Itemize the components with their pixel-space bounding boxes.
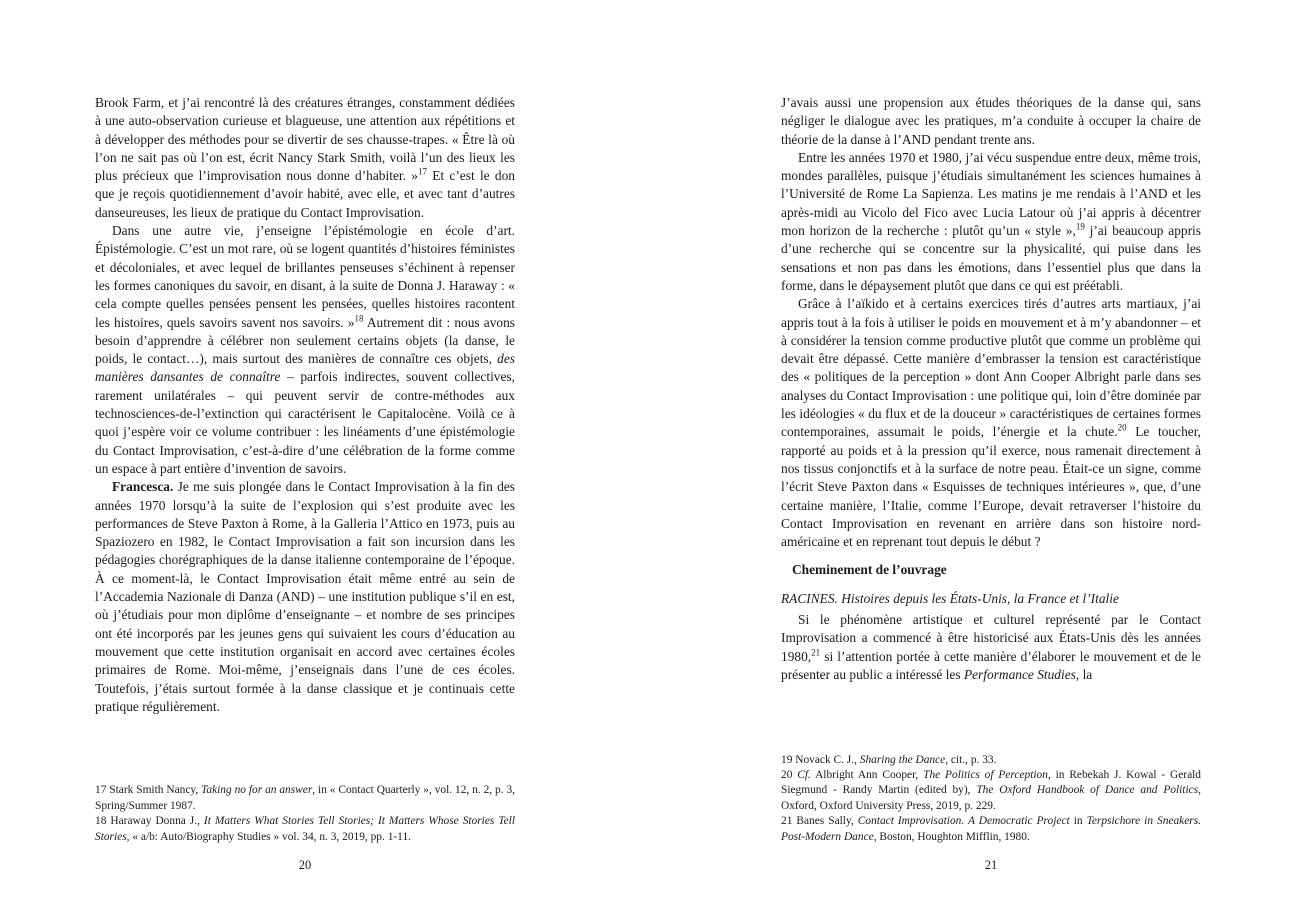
text-run: , in « Contact Quarterly », vol. 12, n. 2, p. 3, Spring/Summer 1987. xyxy=(95,784,515,812)
section-subheading xyxy=(781,590,1201,608)
body-paragraph xyxy=(95,94,515,222)
page-right-footnotes xyxy=(781,753,1201,845)
text-run: Grâce à l’aïkido et à certains exercices tirés d’autres arts martiaux, j’ai appris tout à la fois à utiliser le poids en mouvement et à m’y abandonner – et à considérer la tension comme productive plutôt que comme un problème qui devait être dépassé. Cette manière d’embrasser la tension est caractéristique des « politiques de la perception » dont Ann Cooper Albright parle dans ses analyses du Contact Improvisation : une politique qui, loin d’être dominée par les idéologies « du flux et de la douceur » caractéristiques de certaines formes contemporaines, assumait le poids, l’énergie et la chute. xyxy=(781,296,1201,440)
footnote-reference: 17 xyxy=(417,166,427,177)
body-paragraph xyxy=(781,611,1201,684)
text-run: Le toucher, rapporté au poids et à la pression qu’il exerce, nous ramenait directement à nos tissus conjonctifs et à la surface de notre peau. Était-ce un signe, comme l’écrit Steve Paxton dans « Esquisses de techniques intérieures », que, d’une certaine manière, l’Italie, comme l’Europe, devait retraverser l’histoire du Contact Improvisation en revenant en arrière dans son histoire nord-américaine et en reprenant tout depuis le début ? xyxy=(781,424,1201,550)
text-run: Autrement dit : nous avons besoin d’apprendre à célébrer non seulement certains objets (la danse, le poids, le contact…), mais surtout des manières de connaître ces objets, xyxy=(95,314,516,367)
text-run: Performance Studies xyxy=(963,666,1076,682)
footnote-reference: 18 xyxy=(354,313,364,324)
text-run: 17 Stark Smith Nancy, xyxy=(95,784,202,797)
section-heading xyxy=(781,561,1201,579)
text-run: , cit., p. 33. xyxy=(945,753,997,766)
body-paragraph xyxy=(781,295,1201,551)
text-run: si l’attention portée à cette manière d’élaborer le mouvement et de le présenter au public a intéressé les xyxy=(781,648,1201,682)
page-left-footnotes xyxy=(95,783,515,845)
text-run: Francesca. xyxy=(112,479,174,495)
text-run: j’ai beaucoup appris d’une recherche qui se concentre sur la physicalité, qui puise dans les sensations et non pas dans les émotions, dans l’essentiel plus que dans la forme, dans le dépaysement plutôt que dans ce qui est préétabli. xyxy=(781,223,1201,293)
page-right-body xyxy=(781,94,1201,684)
text-run: Dans une autre vie, j’enseigne l’épistémologie en école d’art. Épistémologie. C’est un mot rare, où se logent quantités d’histoires féministes et décoloniales, et avec lequel de brillantes penseuses s’échinent à repenser les formes canoniques du savoir, en disant, à la suite de Donna J. Haraway : « cela compte quelles pensées pensent les pensées, quelles histoires racontent les histoires, quels savoirs savent nos savoirs. » xyxy=(95,223,515,330)
text-run: J’avais aussi une propension aux études théoriques de la danse qui, sans négliger le dialogue avec les pratiques, m’a conduite à occuper la chaire de théorie de la danse à l’AND pendant trente ans. xyxy=(781,95,1201,147)
text-run: The Politics of Perception xyxy=(923,768,1048,781)
text-run: , la xyxy=(1075,666,1093,682)
body-paragraph xyxy=(95,478,515,716)
footnote-reference: 21 xyxy=(811,647,821,658)
page-left-body xyxy=(95,94,515,716)
text-run: , Boston, Houghton Mifflin, 1980. xyxy=(873,830,1030,843)
text-run: The Oxford Handbook of Dance and Politics xyxy=(976,784,1199,797)
footnote xyxy=(781,753,1201,768)
text-run: in xyxy=(1069,815,1087,828)
text-run: Et c’est le don que je reçois quotidiennement d’avoir habité, avec elle, et avec tant d’autres danseureuses, les lieux de pratique du Contact Improvisation. xyxy=(95,168,515,220)
text-run: 19 Novack C. J., xyxy=(781,753,860,766)
page-left-column xyxy=(95,94,515,845)
text-run: Terpsichore in Sneakers. Post-Modern Dance xyxy=(781,815,1202,843)
text-run: It Matters What Stories Tell Stories; It Matters Whose Stories Tell Stories xyxy=(95,815,515,843)
text-run: Si le phénomène artistique et culturel représenté par le Contact Improvisation a commencé à être historicisé aux États-Unis dès les années 1980, xyxy=(781,612,1201,664)
body-paragraph xyxy=(781,149,1201,295)
text-run: Entre les années 1970 et 1980, j’ai vécu suspendue entre deux, même trois, mondes parallèles, puisque j’étudiais simultanément les sciences humaines à l’Université de Rome La Sapienza. Les matins je me rendais à l’AND et les après-midi au Vicolo del Fico avec Lucia Latour où j’ai appris à décentrer mon horizon de la recherche : plutôt qu’un « style », xyxy=(781,149,1201,239)
footnote-reference: 20 xyxy=(1117,422,1127,433)
page-right-column xyxy=(781,94,1201,845)
text-run: Sharing the Dance xyxy=(859,753,946,766)
body-paragraph xyxy=(95,222,515,478)
text-run: , « a/b: Auto/Biography Studies » vol. 34, n. 3, 2019, pp. 1-11. xyxy=(126,830,411,843)
page-number-left: 20 xyxy=(298,858,312,872)
text-run: Brook Farm, et j’ai rencontré là des créatures étranges, constamment dédiées à une auto-observation curieuse et blagueuse, une attention aux répétitions et à développer des méthodes pour se divertir de ses chausse-trapes. « Être là où l’on ne sait pas où l’on est, écrit Nancy Stark Smith, voilà l’un des lieux les plus précieux que l’improvisation nous donne d’habiter. » xyxy=(95,95,515,184)
footnote xyxy=(781,768,1201,814)
text-run: Cheminement de l’ouvrage xyxy=(792,562,947,578)
text-run: Albright Ann Cooper, xyxy=(810,768,924,781)
footnote xyxy=(95,814,515,845)
text-run: – parfois indirectes, souvent collectives, rarement unilatérales – qui peuvent servir de contre-méthodes aux technosciences-de-l’extinction qui caractérisent le Capitalocène. Voilà ce à quoi j’espère voir ce volume contribuer : les linéaments d’une épistémologie du Contact Improvisation, c’est-à-dire d’une célébration de la forme comme un espace à part entière d’invention de savoirs. xyxy=(95,369,515,476)
text-run: 20 xyxy=(781,768,798,781)
footnote-reference: 19 xyxy=(1075,221,1085,232)
text-run: 18 Haraway Donna J., xyxy=(95,815,204,828)
text-run: Cf. xyxy=(797,768,811,781)
text-run: , Oxford, Oxford University Press, 2019, p. 229. xyxy=(781,784,1201,812)
body-paragraph xyxy=(781,94,1201,149)
page-number-right: 21 xyxy=(984,858,998,872)
footnote xyxy=(781,814,1201,845)
footnote xyxy=(95,783,515,814)
text-run: Contact Improvisation. A Democratic Project xyxy=(857,815,1070,828)
text-run: RACINES. Histoires depuis les États-Unis, la France et l’Italie xyxy=(781,590,1119,606)
text-run: , in Rebekah J. Kowal - Gerald Siegmund - Randy Martin (edited by), xyxy=(781,768,1201,797)
text-run: Taking no for an answer xyxy=(201,784,313,797)
text-run: 21 Banes Sally, xyxy=(781,815,858,828)
text-run: des manières dansantes de connaître xyxy=(95,351,515,385)
text-run: Je me suis plongée dans le Contact Improvisation à la fin des années 1970 lorsqu’à la suite de l’explosion qui s’est produite avec les performances de Steve Paxton à Rome, à la Galleria l’Attico en 1973, puis au Spaziozero en 1982, le Contact Improvisation a fait son incursion dans les pédagogies chorégraphiques de la danse italienne contemporaine de l’époque. À ce moment-là, le Contact Improvisation était même entré au sein de l’Accademia Nazionale di Danza (AND) – une institution publique s’il en est, où j’étudiais pour mon diplôme d’enseignante – et nombre de ses principes ont été incorporés par les jeunes gens qui suivaient les cours d’éducation au mouvement que cette institution organisait en accord avec certaines écoles primaires de Rome. Moi-même, j’enseignais dans l’une de ces écoles. Toutefois, j’étais surtout formée à la danse classique et je continuais cette pratique régulièrement. xyxy=(95,479,515,714)
